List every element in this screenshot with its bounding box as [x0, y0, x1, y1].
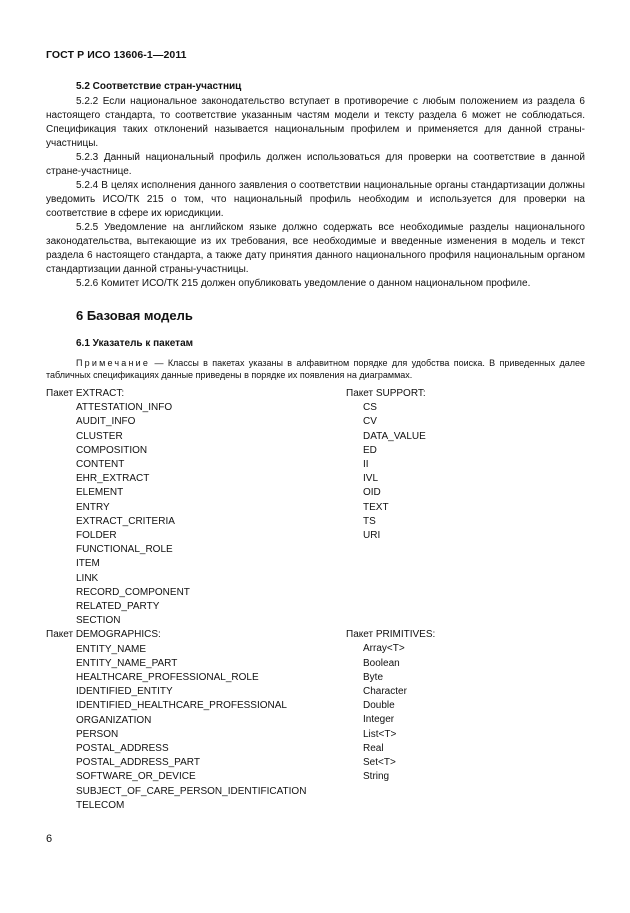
package-class-item: IVL [363, 473, 379, 485]
paragraph-5-2-3: 5.2.3 Данный национальный профиль должен использоваться для проверки на соответствие в данной стране-участнице. [46, 152, 585, 177]
package-class-item: ITEM [76, 558, 100, 570]
package-class-item: FOLDER [76, 530, 117, 542]
package-class-item: POSTAL_ADDRESS [76, 743, 169, 755]
package-class-item: Set<T> [363, 757, 396, 769]
package-class-item: SECTION [76, 615, 121, 627]
package-class-item: Array<T> [363, 643, 405, 655]
package-class-item: Double [363, 700, 395, 712]
package-class-item: DATA_VALUE [363, 430, 426, 442]
package-class-item: TELECOM [76, 799, 125, 811]
package-class-item: URI [363, 530, 381, 542]
package-class-item: Byte [363, 671, 384, 683]
package-class-item: ENTRY [76, 501, 110, 513]
standard-header: ГОСТ Р ИСО 13606-1—2011 [46, 49, 187, 61]
section-6-heading: 6 Базовая модель [76, 308, 193, 323]
package-support-items [346, 401, 435, 543]
package-class-item: SOFTWARE_OR_DEVICE [76, 771, 196, 783]
package-class-item: RELATED_PARTY [76, 601, 160, 613]
package-class-item: TEXT [363, 501, 389, 513]
paragraph-5-2-5: 5.2.5 Уведомление на английском языке должно содержать все необходимые разделы национального законодательства, вытекающие из их требования, все необходимые и введенные изменения в модель и текст раздела 6 настоящего стандарта, а также дату принятия данного национального профиля национальным органом стандартизации данной страны-участницы. [46, 222, 585, 275]
package-class-item: IDENTIFIED_HEALTHCARE_PROFESSIONAL [76, 700, 287, 712]
package-class-item: ATTESTATION_INFO [76, 402, 173, 414]
note-label: Примечание [76, 358, 151, 368]
package-class-item: POSTAL_ADDRESS_PART [76, 757, 200, 769]
package-class-item: SUBJECT_OF_CARE_PERSON_IDENTIFICATION [76, 785, 307, 797]
section-5-2-heading: 5.2 Соответствие стран-участниц [76, 81, 242, 92]
paragraph-5-2-2: 5.2.2 Если национальное законодательство вступает в противоречие с любым положением из раздела 6 настоящего стандарта, то соответствие указанным частям модели и тексту раздела 6 может не соблюдаться. Спецификация таких отклонений называется национальным профилем и применяется для данной страны-участницы. [46, 96, 585, 149]
package-class-item: Character [363, 686, 407, 698]
document-body [46, 80, 585, 811]
package-class-item: EHR_EXTRACT [76, 473, 150, 485]
package-extract-label: Пакет EXTRACT: [46, 388, 125, 399]
package-class-item: Integer [363, 714, 395, 726]
package-class-item: COMPOSITION [76, 444, 148, 456]
package-class-item: TS [363, 515, 376, 527]
package-class-item: ELEMENT [76, 487, 124, 499]
package-class-item: LINK [76, 572, 99, 584]
package-class-item: CV [363, 416, 377, 428]
package-class-item: List<T> [363, 728, 397, 740]
package-class-item: AUDIT_INFO [76, 416, 136, 428]
package-class-item: Boolean [363, 657, 400, 669]
package-class-item: IDENTIFIED_ENTITY [76, 686, 173, 698]
package-demographics-items [46, 643, 306, 813]
package-class-item: String [363, 771, 390, 783]
note-paragraph [46, 357, 585, 381]
package-class-item: FUNCTIONAL_ROLE [76, 544, 173, 556]
note-text: — Классы в пакетах указаны в алфавитном порядке для удобства поиска. В приведенных далее табличных спецификациях данные приведены в порядке их появления на диаграммах. [46, 358, 585, 380]
package-class-item: ENTITY_NAME [76, 643, 147, 655]
package-column-left [46, 387, 306, 813]
page-number: 6 [46, 833, 53, 845]
package-primitives-items [346, 642, 435, 784]
package-extract [46, 387, 306, 628]
package-primitives [346, 628, 435, 784]
package-class-item: OID [363, 487, 381, 499]
package-class-item: ED [363, 444, 377, 456]
package-class-item: HEALTHCARE_PROFESSIONAL_ROLE [76, 672, 259, 684]
package-support [346, 387, 435, 543]
package-column-right [346, 387, 435, 784]
package-class-item: ORGANIZATION [76, 714, 152, 726]
package-class-item: ENTITY_NAME_PART [76, 657, 178, 669]
package-support-label: Пакет SUPPORT: [346, 388, 426, 399]
package-class-item: EXTRACT_CRITERIA [76, 515, 175, 527]
package-primitives-label: Пакет PRIMITIVES: [346, 629, 436, 641]
paragraph-5-2-6: 5.2.6 Комитет ИСО/ТК 215 должен опубликовать уведомление о данном национальном профиле. [76, 278, 531, 289]
package-class-item: II [363, 459, 369, 471]
package-class-item: CS [363, 402, 377, 414]
section-6-1-heading: 6.1 Указатель к пакетам [76, 338, 194, 349]
paragraph-5-2-4: 5.2.4 В целях исполнения данного заявления о соответствии национальные органы стандартизации должны уведомить ИСО/ТК 215 о том, что национальный профиль необходим и используется для проверки на соответствие в сфере их юрисдикции. [46, 180, 585, 219]
package-class-item: Real [363, 742, 384, 754]
package-class-item: CONTENT [76, 459, 125, 471]
package-extract-items [46, 401, 306, 628]
package-class-item: CLUSTER [76, 430, 123, 442]
package-demographics-label: Пакет DEMOGRAPHICS: [46, 629, 161, 641]
package-class-item: RECORD_COMPONENT [76, 586, 190, 598]
package-class-item: PERSON [76, 728, 119, 740]
package-demographics [46, 628, 306, 813]
